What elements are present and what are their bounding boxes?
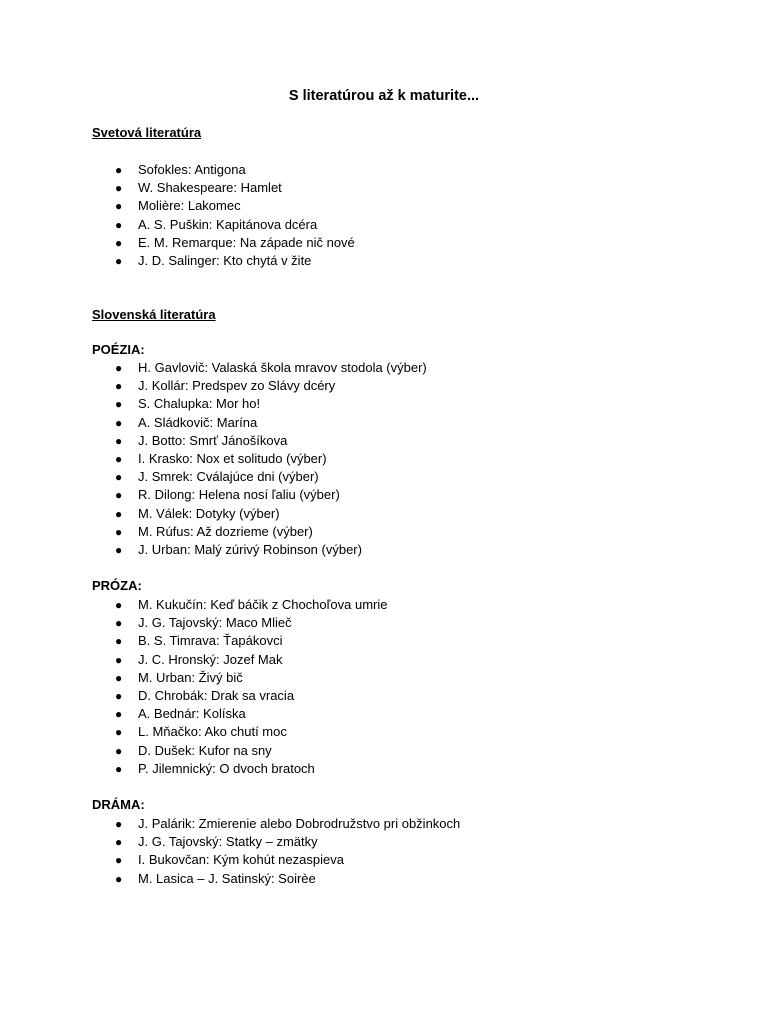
- bullet-icon: ●: [115, 688, 123, 703]
- list-item: [0, 833, 460, 851]
- bullet-icon: ●: [115, 634, 123, 649]
- bullet-icon: ●: [115, 361, 123, 375]
- list-item-text: M. Lasica – J. Satinský: Soirèe: [138, 870, 316, 886]
- list-item-text: E. M. Remarque: Na západe nič nové: [138, 234, 355, 250]
- list-item-text: A. Sládkovič: Marína: [138, 414, 258, 430]
- list-item-text: J. D. Salinger: Kto chytá v žite: [138, 252, 312, 268]
- bullet-icon: ●: [115, 871, 123, 886]
- list-item: [0, 505, 427, 523]
- list-item: [0, 851, 460, 869]
- bullet-icon: ●: [115, 707, 123, 722]
- list-item: [0, 234, 355, 252]
- list-item-text: B. S. Timrava: Ťapákovci: [138, 633, 283, 649]
- drama-list: [0, 815, 460, 888]
- list-item-text: A. Bednár: Kolíska: [138, 706, 246, 722]
- list-item-text: S. Chalupka: Mor ho!: [138, 396, 261, 412]
- list-item: [0, 486, 427, 504]
- bullet-icon: ●: [115, 397, 123, 412]
- list-item-text: J. Smrek: Cválajúce dni (výber): [138, 469, 319, 485]
- list-item: [0, 395, 427, 413]
- list-item: [0, 377, 427, 395]
- bullet-icon: ●: [115, 761, 123, 776]
- list-item: [0, 632, 388, 650]
- list-item: [0, 523, 427, 541]
- list-item: [0, 723, 388, 741]
- list-item-text: J. C. Hronský: Jozef Mak: [138, 651, 283, 667]
- list-item: [0, 432, 427, 450]
- bullet-icon: ●: [115, 598, 123, 612]
- list-item: [0, 414, 427, 432]
- list-item-text: M. Kukučín: Keď báčik z Chochoľova umrie: [138, 597, 388, 612]
- prose-list: [0, 596, 388, 778]
- bullet-icon: ●: [115, 616, 123, 631]
- list-item: [0, 450, 427, 468]
- list-item-text: J. Kollár: Predspev zo Slávy dcéry: [138, 378, 336, 394]
- drama-heading: DRÁMA:: [92, 797, 145, 812]
- list-item-text: M. Rúfus: Až dozrieme (výber): [138, 523, 313, 539]
- bullet-icon: ●: [115, 524, 123, 539]
- list-item-text: M. Válek: Dotyky (výber): [138, 505, 280, 521]
- bullet-icon: ●: [115, 488, 123, 503]
- list-item: [0, 614, 388, 632]
- list-item-text: D. Chrobák: Drak sa vracia: [138, 687, 295, 703]
- list-item-text: L. Mňačko: Ako chutí moc: [138, 724, 287, 740]
- bullet-icon: ●: [115, 217, 123, 232]
- list-item: [0, 687, 388, 705]
- list-item-text: I. Bukovčan: Kým kohút nezaspieva: [138, 852, 344, 868]
- list-item-text: W. Shakespeare: Hamlet: [138, 180, 282, 196]
- list-item-text: J. Botto: Smrť Jánošíkova: [138, 432, 288, 448]
- bullet-icon: ●: [115, 743, 123, 758]
- list-item-text: R. Dilong: Helena nosí ľaliu (výber): [138, 487, 340, 503]
- bullet-icon: ●: [115, 451, 123, 466]
- world-literature-list: [0, 161, 355, 270]
- bullet-icon: ●: [115, 163, 123, 177]
- list-item-text: I. Krasko: Nox et solitudo (výber): [138, 450, 327, 466]
- list-item-text: J. Urban: Malý zúrivý Robinson (výber): [138, 541, 362, 557]
- list-item: [0, 669, 388, 687]
- bullet-icon: ●: [115, 817, 123, 831]
- list-item-text: D. Dušek: Kufor na sny: [138, 742, 272, 758]
- list-item: [0, 197, 355, 215]
- list-item: [0, 705, 388, 723]
- bullet-icon: ●: [115, 415, 123, 430]
- list-item: [0, 179, 355, 197]
- poetry-heading: POÉZIA:: [92, 342, 145, 357]
- list-item: [0, 216, 355, 234]
- bullet-icon: ●: [115, 506, 123, 521]
- list-item-text: H. Gavlovič: Valaská škola mravov stodola (výber): [138, 360, 427, 375]
- bullet-icon: ●: [115, 181, 123, 196]
- list-item-text: Sofokles: Antigona: [138, 162, 246, 177]
- bullet-icon: ●: [115, 379, 123, 394]
- list-item: [0, 252, 355, 270]
- bullet-icon: ●: [115, 725, 123, 740]
- list-item-text: A. S. Puškin: Kapitánova dcéra: [138, 216, 318, 232]
- poetry-list: [0, 359, 427, 559]
- list-item: [0, 541, 427, 559]
- world-literature-heading: Svetová literatúra: [92, 125, 202, 140]
- list-item-text: J. Palárik: Zmierenie alebo Dobrodružstvo pri obžinkoch: [138, 816, 461, 831]
- list-item: [0, 815, 460, 833]
- list-item-text: Molière: Lakomec: [138, 198, 241, 214]
- list-item: [0, 742, 388, 760]
- list-item: [0, 870, 460, 888]
- list-item: [0, 596, 388, 614]
- list-item: [0, 468, 427, 486]
- list-item: [0, 359, 427, 377]
- bullet-icon: ●: [115, 199, 123, 214]
- list-item: [0, 651, 388, 669]
- bullet-icon: ●: [115, 253, 123, 268]
- bullet-icon: ●: [115, 433, 123, 448]
- bullet-icon: ●: [115, 652, 123, 667]
- bullet-icon: ●: [115, 235, 123, 250]
- list-item: [0, 760, 388, 778]
- bullet-icon: ●: [115, 542, 123, 557]
- bullet-icon: ●: [115, 835, 123, 850]
- list-item-text: P. Jilemnický: O dvoch bratoch: [138, 760, 315, 776]
- page-title: S literatúrou až k maturite...: [288, 88, 480, 104]
- bullet-icon: ●: [115, 853, 123, 868]
- bullet-icon: ●: [115, 670, 123, 685]
- prose-heading: PRÓZA:: [92, 578, 142, 593]
- list-item-text: J. G. Tajovský: Statky – zmätky: [138, 834, 318, 850]
- list-item-text: J. G. Tajovský: Maco Mlieč: [138, 615, 292, 631]
- bullet-icon: ●: [115, 470, 123, 485]
- list-item: [0, 161, 355, 179]
- slovak-literature-heading: Slovenská literatúra: [92, 307, 216, 322]
- list-item-text: M. Urban: Živý bič: [138, 669, 243, 685]
